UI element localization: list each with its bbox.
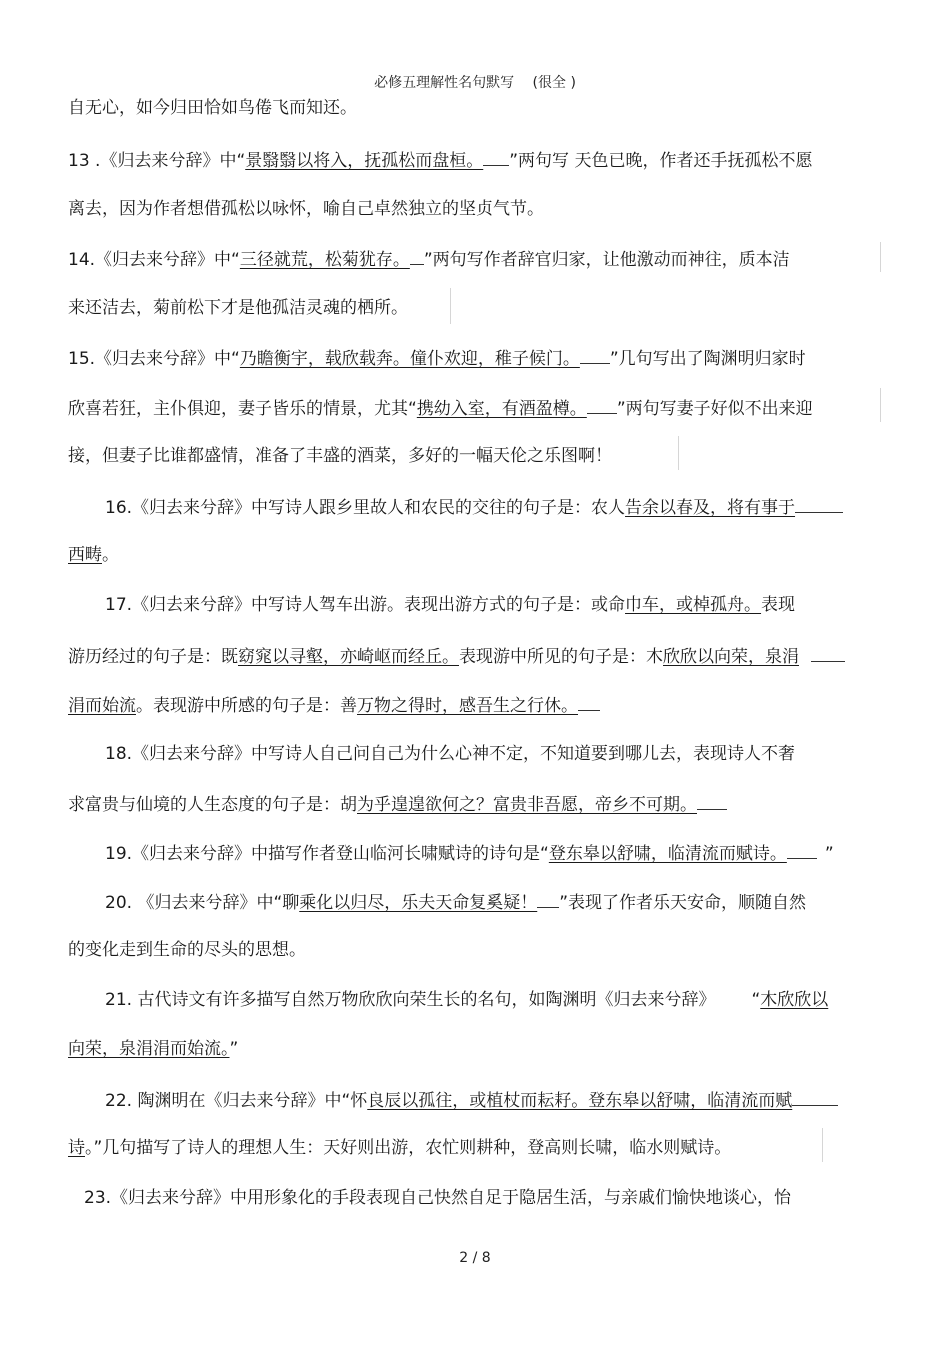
answer-text: 诗 — [68, 1138, 85, 1158]
question-18: 18.《归去来兮辞》中写诗人自己问自己为什么心神不定，不知道要到哪儿去，表现诗人不奢 — [105, 744, 796, 764]
question-21: 21. 古代诗文有许多描写自然万物欣欣向荣生长的名句，如陶渊明《归去来兮辞》 “木欣欣以 — [105, 990, 829, 1010]
answer-blank — [795, 494, 843, 513]
answer-blank — [483, 147, 509, 166]
answer-blank — [580, 345, 610, 364]
answer-text: 登东皋以舒啸，临清流而赋诗。 — [548, 844, 787, 864]
scan-line — [880, 388, 881, 422]
text-line: 向荣，泉涓涓而始流。” — [68, 1039, 239, 1059]
text-line: 的变化走到生命的尽头的思想。 — [68, 940, 306, 960]
answer-text: 万物之得时，感吾生之行休。 — [357, 696, 578, 716]
answer-text: 乘化以归尽，乐夫天命复奚疑！ — [299, 893, 538, 913]
scan-line — [450, 288, 451, 324]
text-line: 自无心，如今归田恰如鸟倦飞而知还。 — [68, 98, 357, 118]
answer-text: 良辰以孤往，或植杖而耘耔。登东皋以舒啸，临清流而赋 — [367, 1091, 793, 1111]
answer-blank — [578, 692, 600, 711]
question-20: 20. 《归去来兮辞》中“聊乘化以归尽，乐夫天命复奚疑！ ”表现了作者乐天安命，顺随自然 — [105, 889, 806, 915]
answer-blank — [587, 395, 617, 414]
question-22: 22. 陶渊明在《归去来兮辞》中“怀良辰以孤往，或植杖而耘耔。登东皋以舒啸，临清流而赋 — [105, 1087, 838, 1113]
answer-text: 向荣，泉涓涓而始流。 — [68, 1039, 230, 1059]
text-line: 涓而始流。表现游中所感的句子是：善万物之得时，感吾生之行休。 — [68, 692, 600, 718]
text-line: 游历经过的句子是：既窈窕以寻壑，亦崎岖而经丘。表现游中所见的句子是：木欣欣以向荣，泉涓 — [68, 643, 845, 669]
answer-blank — [811, 643, 845, 662]
header-suffix: (很全 ) — [532, 75, 576, 91]
question-19: 19.《归去来兮辞》中描写作者登山临河长啸赋诗的诗句是“登东皋以舒啸，临清流而赋诗。 ” — [105, 840, 834, 866]
text-line: 诗。”几句描写了诗人的理想人生：天好则出游，农忙则耕种，登高则长啸，临水则赋诗。 — [68, 1138, 732, 1158]
header-title: 必修五理解性名句默写 — [374, 75, 515, 91]
scan-line — [880, 242, 881, 272]
answer-text: 木欣欣以 — [760, 990, 829, 1010]
answer-blank — [410, 246, 424, 265]
scan-line — [678, 436, 679, 470]
answer-text: 三径就荒，松菊犹存。 — [239, 250, 410, 270]
question-13: 13 .《归去来兮辞》中“景翳翳以将入，抚孤松而盘桓。 ”两句写 天色已晚，作者还手抚孤松不愿 — [68, 147, 812, 173]
answer-text: 景翳翳以将入，抚孤松而盘桓。 — [245, 151, 484, 171]
text-line: 接，但妻子比谁都盛情，准备了丰盛的酒菜，多好的一幅天伦之乐图啊！ — [68, 446, 612, 466]
text-line: 西畴。 — [68, 545, 119, 565]
question-17: 17.《归去来兮辞》中写诗人驾车出游。表现出游方式的句子是：或命巾车，或棹孤舟。表现 — [105, 595, 796, 615]
text-line: 来还洁去，菊前松下才是他孤洁灵魂的栖所。 — [68, 298, 408, 318]
answer-blank — [697, 791, 727, 810]
answer-text: 携幼入室，有酒盈樽。 — [416, 399, 587, 419]
answer-text: 窈窕以寻壑，亦崎岖而经丘。 — [238, 647, 459, 667]
text-line: 离去，因为作者想借孤松以咏怀，喻自己卓然独立的坚贞气节。 — [68, 199, 544, 219]
answer-text: 乃瞻衡宇，载欣载奔。僮仆欢迎，稚子候门。 — [239, 349, 580, 369]
answer-text: 涓而始流 — [68, 696, 136, 716]
answer-text: 巾车，或棹孤舟。 — [625, 595, 762, 615]
answer-blank — [787, 840, 817, 859]
answer-text: 西畴 — [68, 545, 102, 565]
question-16: 16.《归去来兮辞》中写诗人跟乡里故人和农民的交往的句子是：农人告余以春及，将有事于 — [105, 494, 843, 520]
answer-blank — [792, 1087, 838, 1106]
page-header — [0, 72, 950, 92]
text-line: 欣喜若狂，主仆俱迎，妻子皆乐的情景，尤其“携幼入室，有酒盈樽。 ”两句写妻子好似不出来迎 — [68, 395, 813, 421]
answer-text: 为乎遑遑欲何之？富贵非吾愿，帝乡不可期。 — [357, 795, 697, 815]
question-15: 15.《归去来兮辞》中“乃瞻衡宇，载欣载奔。僮仆欢迎，稚子候门。 ”几句写出了陶渊明归家时 — [68, 345, 806, 371]
text-line: 求富贵与仙境的人生态度的句子是：胡为乎遑遑欲何之？富贵非吾愿，帝乡不可期。 — [68, 791, 727, 817]
question-14: 14.《归去来兮辞》中“三径就荒，松菊犹存。 ”两句写作者辞官归家，让他激动而神往，质本洁 — [68, 246, 790, 272]
question-23: 23.《归去来兮辞》中用形象化的手段表现自己快然自足于隐居生活，与亲戚们愉快地谈心，怡 — [84, 1188, 792, 1208]
answer-blank — [537, 889, 559, 908]
scan-line — [822, 1128, 823, 1162]
page-number: 2 / 8 — [459, 1250, 491, 1266]
answer-text: 欣欣以向荣，泉涓 — [663, 647, 799, 667]
answer-text: 告余以春及，将有事于 — [625, 498, 796, 518]
